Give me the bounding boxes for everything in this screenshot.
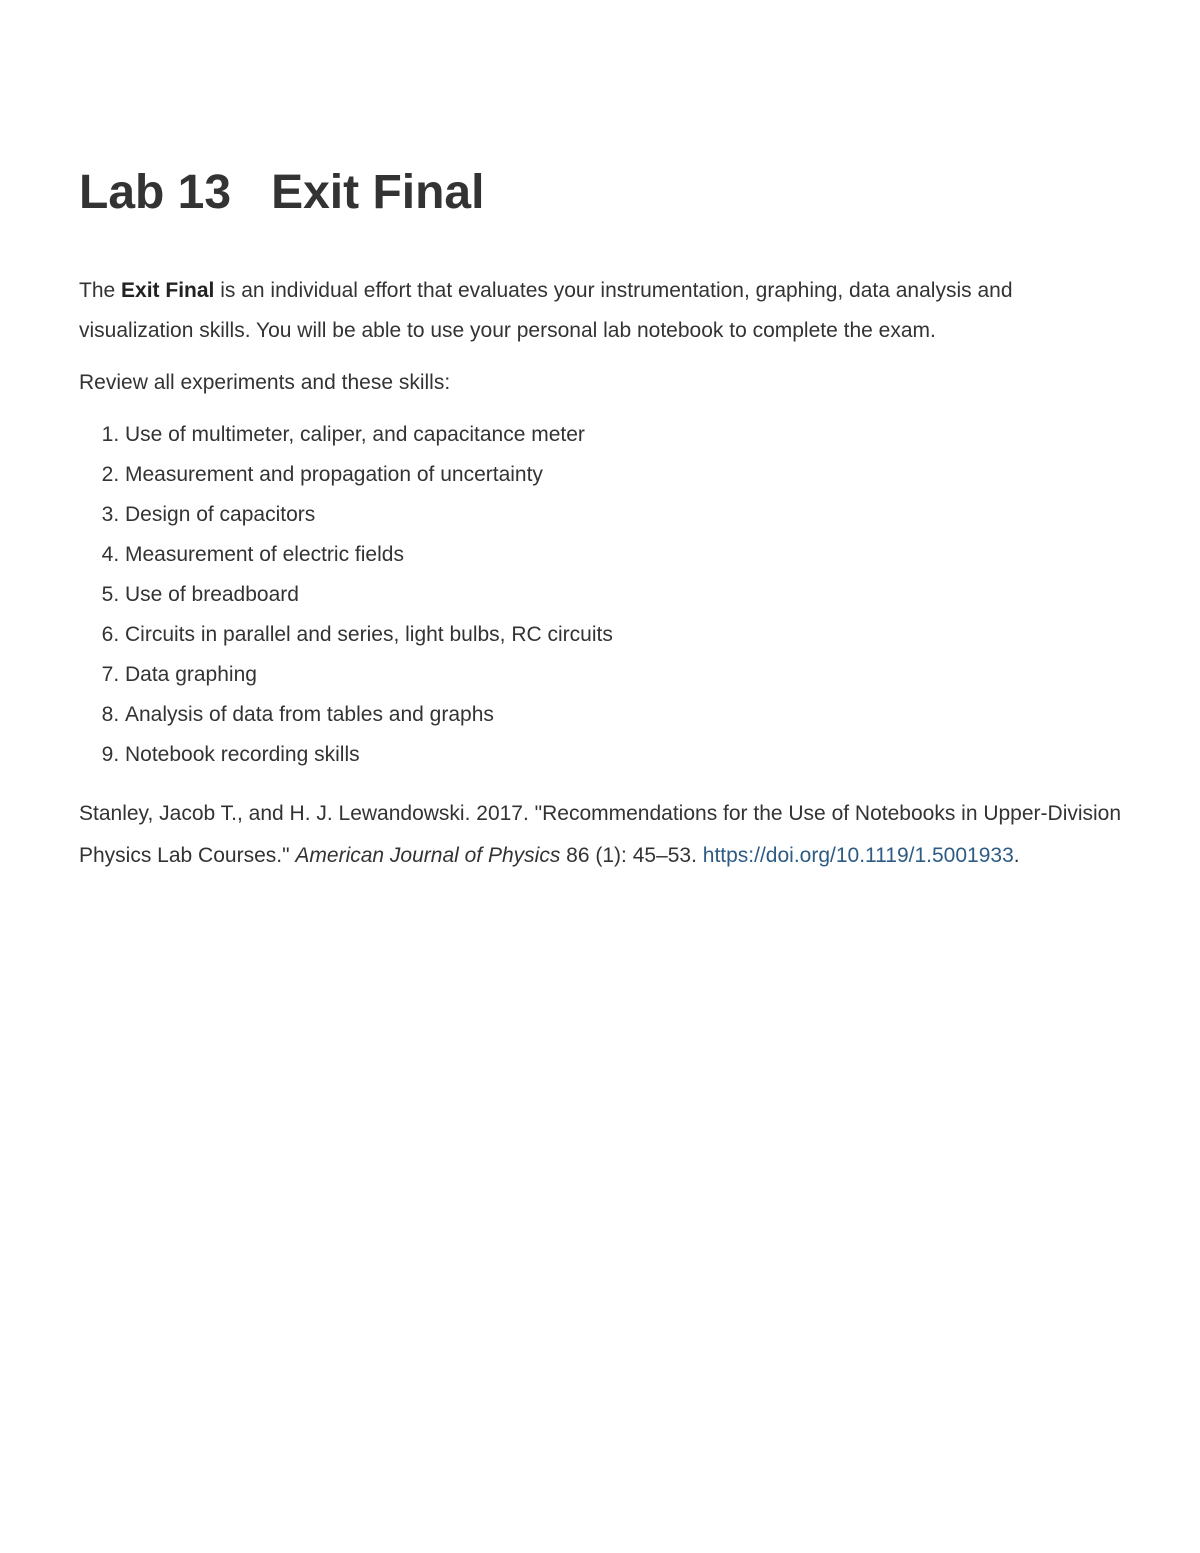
doi-link[interactable]: https://doi.org/10.1119/1.5001933	[702, 844, 1014, 867]
list-item: 6. Circuits in parallel and series, light bulbs, RC circuits	[125, 615, 1129, 655]
list-item: 9. Notebook recording skills	[125, 735, 1129, 775]
citation-text: Stanley, Jacob T., and H. J. Lewandowski. 2017. "Recommendations for the Use of Notebooks in Upper-Division Physics Lab Courses."	[79, 802, 1122, 867]
skills-list	[79, 415, 1129, 775]
intro-paragraph	[79, 271, 1129, 351]
intro-suffix: is an individual effort that evaluates your instrumentation, graphing, data analysis and visualization skills. You will be able to use your personal lab notebook to complete the exam.	[79, 279, 1013, 342]
list-item: 7. Data graphing	[125, 655, 1129, 695]
intro-bold-term: Exit Final	[121, 279, 215, 302]
list-item: 2. Measurement and propagation of uncertainty	[125, 455, 1129, 495]
citation-trailing: .	[1013, 844, 1020, 867]
document-page	[79, 163, 1129, 877]
list-item: 8. Analysis of data from tables and graphs	[125, 695, 1129, 735]
list-item: 3. Design of capacitors	[125, 495, 1129, 535]
list-item: 1. Use of multimeter, caliper, and capacitance meter	[125, 415, 1129, 455]
intro-prefix: The	[79, 279, 122, 302]
citation-volume-pages: 86 (1): 45–53.	[560, 844, 703, 867]
review-heading: Review all experiments and these skills:	[79, 371, 451, 394]
citation-journal: American Journal of Physics	[295, 844, 561, 867]
list-item: 4. Measurement of electric fields	[125, 535, 1129, 575]
citation	[79, 793, 1129, 877]
page-title: Lab 13 Exit Final	[79, 166, 485, 219]
list-item: 5. Use of breadboard	[125, 575, 1129, 615]
